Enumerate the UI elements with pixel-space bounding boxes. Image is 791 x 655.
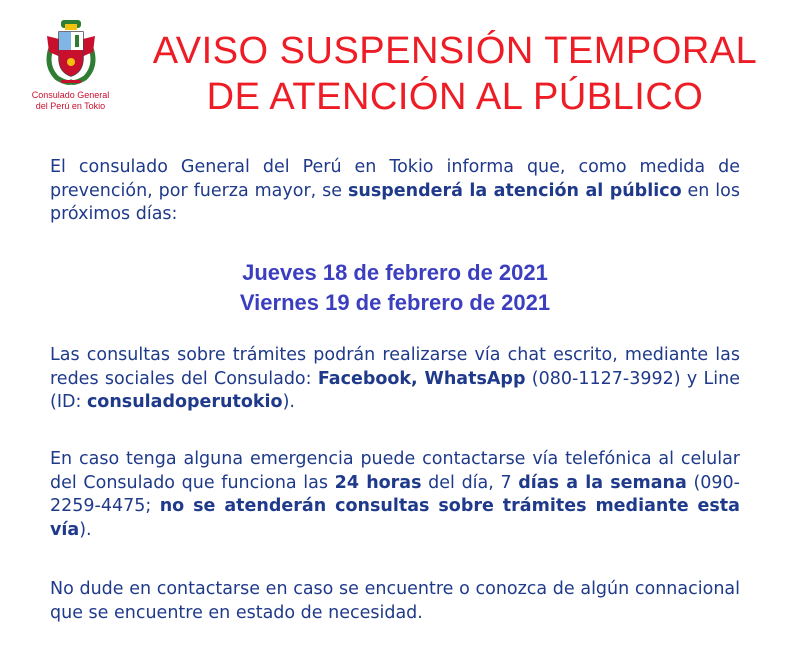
social-networks: Facebook, WhatsApp xyxy=(317,368,526,389)
line-id: consuladoperutokio xyxy=(86,392,283,412)
emergencia-text-end: ). xyxy=(79,519,92,540)
date-1: Jueves 18 de febrero de 2021 xyxy=(242,260,548,285)
consulate-logo xyxy=(18,18,123,118)
page-title xyxy=(130,28,780,120)
consultas-text-mid: (080-1127-3992) y Line (ID: xyxy=(50,368,740,412)
intro-paragraph xyxy=(50,156,740,227)
title-line2: DE ATENCIÓN AL PÚBLICO xyxy=(206,76,704,118)
consultas-text: Las consultas sobre trámites podrán realizarse vía chat escrito, mediante las redes sociales del Consulado: xyxy=(50,345,740,389)
emergencia-paragraph xyxy=(50,448,740,542)
header xyxy=(0,0,791,130)
intro-text-end: en los próximos días: xyxy=(50,180,740,224)
peru-coat-of-arms-icon xyxy=(43,18,99,86)
date-2: Viernes 19 de febrero de 2021 xyxy=(239,290,551,315)
suspension-dates xyxy=(50,258,740,318)
cierre-paragraph xyxy=(50,578,740,625)
logo-caption-line2: del Perú en Tokio xyxy=(35,101,106,111)
emergencia-phone: (090-2259-4475; xyxy=(50,472,740,516)
logo-caption-line1: Consulado General xyxy=(31,90,110,100)
consultas-text-end: ). xyxy=(282,392,295,412)
title-line1: AVISO SUSPENSIÓN TEMPORAL xyxy=(152,30,758,72)
cierre-text: No dude en contactarse en caso se encuentre o conozca de algún connacional que se encuentre en estado de necesidad. xyxy=(50,579,740,623)
days-week: días a la semana xyxy=(518,472,687,493)
intro-bold: suspenderá la atención al público xyxy=(347,180,682,201)
emergencia-text: En caso tenga alguna emergencia puede contactarse vía telefónica al celular del Consulado que funciona las xyxy=(50,449,740,493)
intro-text: El consulado General del Perú en Tokio informa que, como medida de prevención, por fuerza mayor, se xyxy=(50,157,740,201)
logo-caption xyxy=(18,90,123,112)
consultas-paragraph xyxy=(50,344,740,415)
emergencia-text-mid: del día, 7 xyxy=(421,472,519,493)
hours-24: 24 horas xyxy=(334,472,422,493)
emergencia-warning: no se atenderán consultas sobre trámites mediante esta vía xyxy=(50,496,740,540)
